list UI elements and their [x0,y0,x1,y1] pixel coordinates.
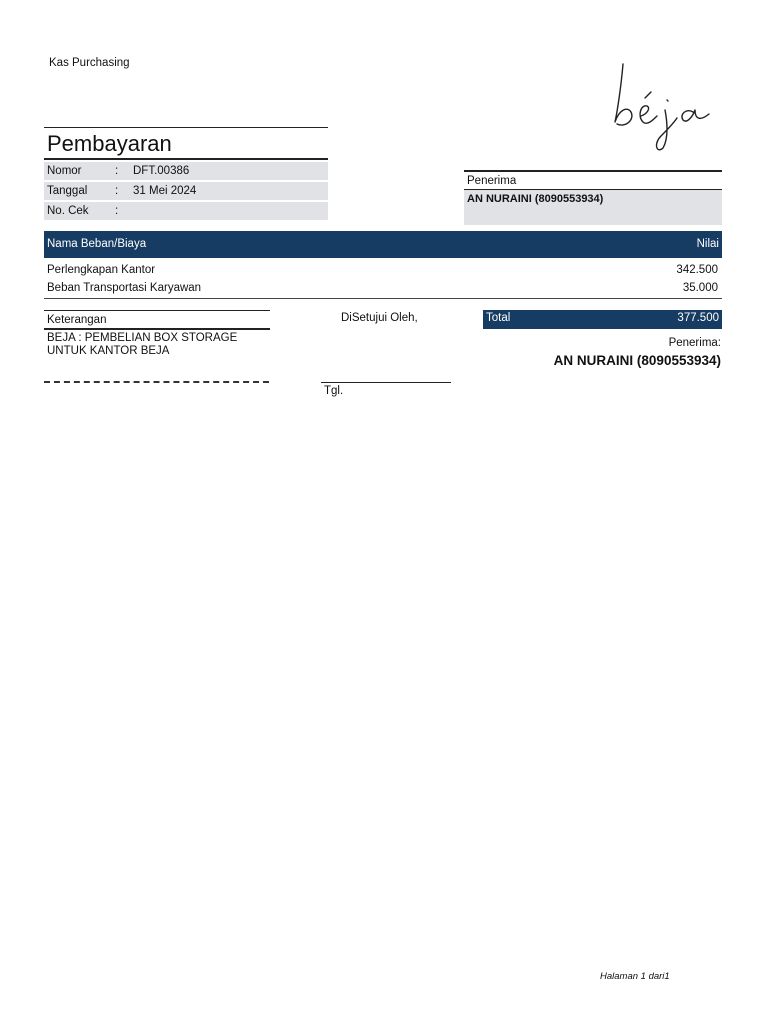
recipient-name: AN NURAINI (8090553934) [464,190,722,225]
page-title: Pembayaran [47,131,172,156]
notes-box [44,310,270,358]
beja-logo [605,58,717,154]
field-tanggal [44,182,328,200]
field-colon: : [115,165,119,177]
row-value: 35.000 [682,282,718,294]
signature-dashed-line [44,381,269,383]
title-bottom-rule [44,158,328,160]
table-row [44,279,722,297]
field-value: DFT.00386 [133,165,190,177]
recipient-label: Penerima [467,175,517,187]
field-value: 31 Mei 2024 [133,185,197,197]
column-header-value: Nilai [696,238,719,250]
page-number: Halaman 1 dari1 [600,971,670,982]
receiver-sign-name: AN NURAINI (8090553934) [553,353,721,368]
recipient-box [464,170,722,225]
row-name: Beban Transportasi Karyawan [47,282,202,294]
field-colon: : [115,185,119,197]
table-header [44,231,722,258]
field-label: No. Cek [47,205,89,217]
table-bottom-rule [44,298,722,299]
column-header-name: Nama Beban/Biaya [47,238,147,250]
approval-date-label: Tgl. [324,385,344,397]
approval-signature-line [321,382,451,383]
notes-text: BEJA : PEMBELIAN BOX STORAGE UNTUK KANTOR BEJA [47,332,238,357]
notes-label: Keterangan [47,314,107,326]
field-label: Tanggal [47,185,88,197]
total-value: 377.500 [677,312,719,324]
field-nomor [44,162,328,180]
row-name: Perlengkapan Kantor [47,264,156,276]
field-colon: : [115,205,119,217]
document-header [44,127,328,220]
total-bar [483,310,722,329]
receiver-sign-label: Penerima: [668,337,721,349]
row-value: 342.500 [676,264,718,276]
company-name: Kas Purchasing [49,57,130,69]
field-label: Nomor [47,165,82,177]
table-row [44,261,722,279]
approved-by-label: DiSetujui Oleh, [341,312,418,324]
field-no-cek [44,202,328,220]
beja-logo-icon [605,58,717,154]
total-label: Total [486,312,511,324]
